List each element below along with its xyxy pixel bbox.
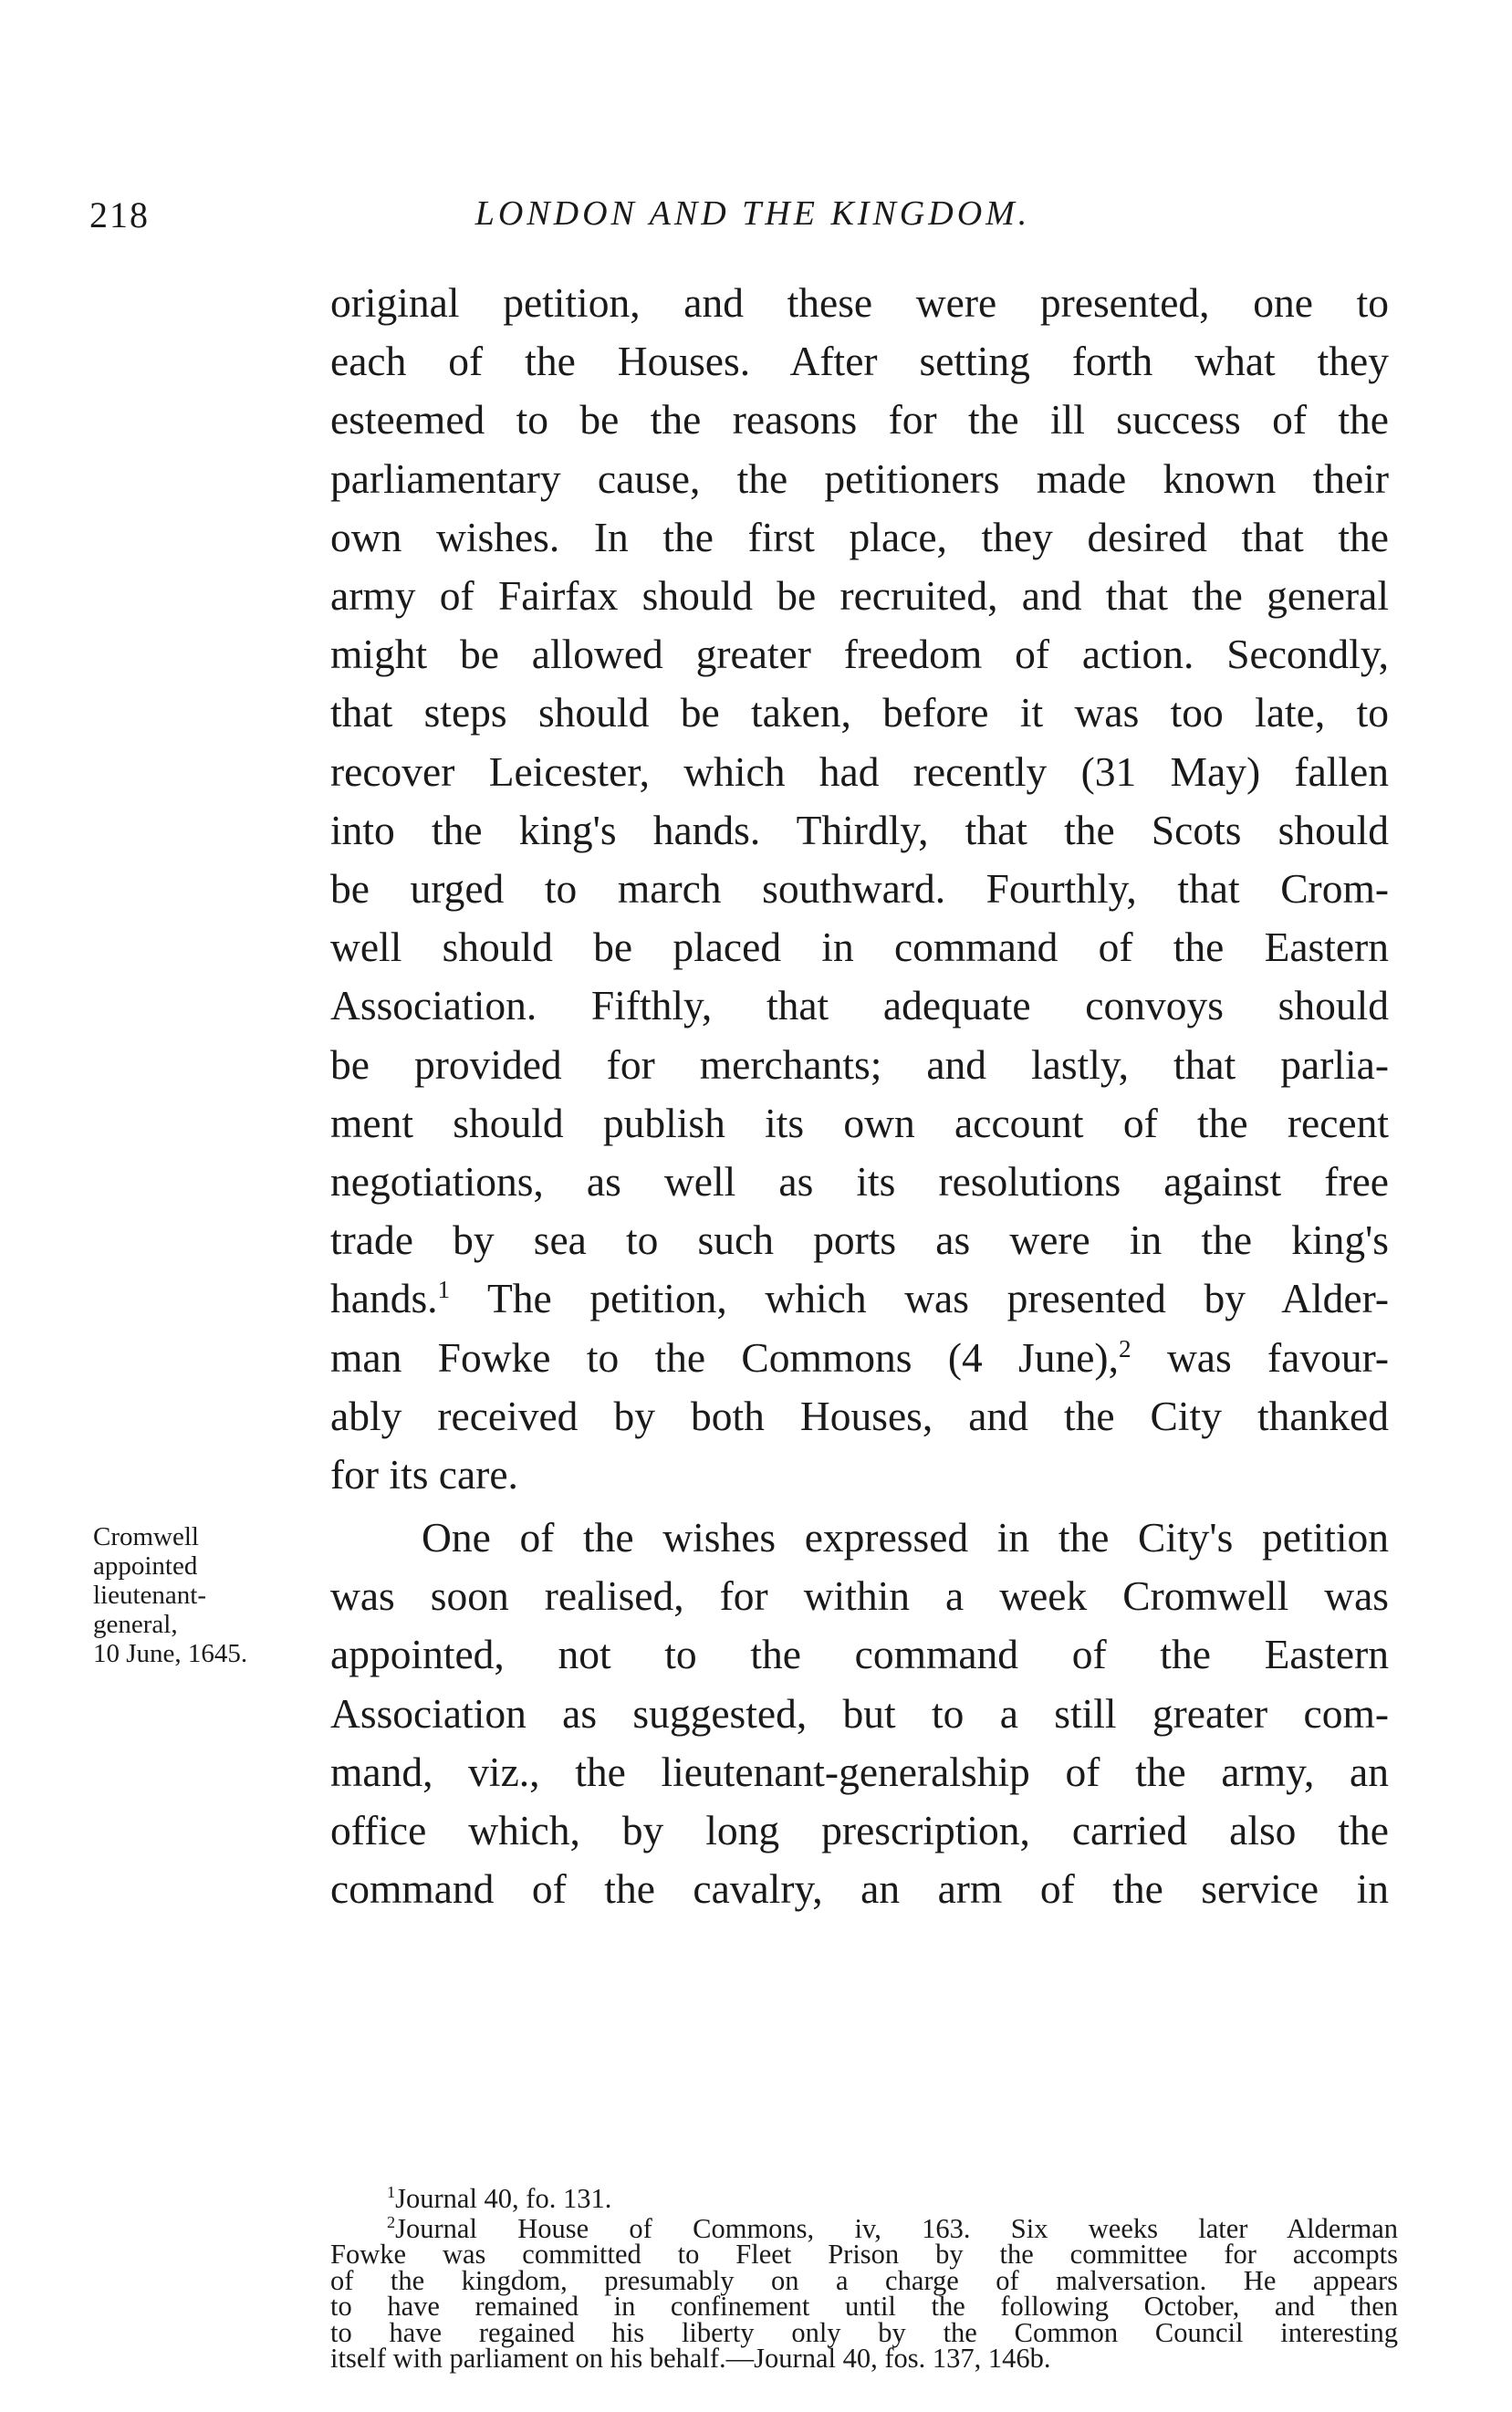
text-line xyxy=(330,1269,1389,1328)
text-line: recover Leicester, which had recently (31 May) fallen xyxy=(330,747,1389,795)
footnote-line xyxy=(330,2212,1398,2244)
text-line: Association. Fifthly, that adequate convoys should xyxy=(330,982,1389,1029)
text-line: trade by sea to such ports as were in the king's xyxy=(330,1216,1389,1264)
footnote-line: itself with parliament on his behalf.—Journal 40, fos. 137, 146b. xyxy=(330,2343,1051,2374)
margin-note xyxy=(93,1522,321,1668)
text-line: negotiations, as well as its resolutions against free xyxy=(330,1158,1389,1206)
text-line: own wishes. In the first place, they desired that the xyxy=(330,513,1389,560)
running-title: LONDON AND THE KINGDOM. xyxy=(474,194,1031,233)
footnote-text: Journal 40, fo. 131. xyxy=(395,2183,612,2214)
footnotes xyxy=(330,2182,1398,2375)
text-line: into the king's hands. Thirdly, that the Scots should xyxy=(330,806,1389,853)
text-line: be provided for merchants; and lastly, that parlia- xyxy=(330,1040,1389,1088)
footnote-line: to have regained his liberty only by the Common Council interesting xyxy=(330,2316,1398,2348)
footnote-line: of the kingdom, presumably on a charge of malversation. He appears xyxy=(330,2264,1398,2296)
body-paragraph-1 xyxy=(330,274,1389,1504)
text-line: office which, by long prescription, carried also the xyxy=(330,1807,1389,1854)
text-line: One of the wishes expressed in the City's petition xyxy=(422,1514,1389,1561)
text-line: might be allowed greater freedom of action. Secondly, xyxy=(330,631,1389,678)
body-paragraph-2 xyxy=(330,1509,1389,1918)
text-line: each of the Houses. After setting forth what they xyxy=(330,338,1389,385)
footnote-line: to have remained in confinement until the following October, and then xyxy=(330,2291,1398,2322)
text-line: Association as suggested, but to a still greater com- xyxy=(330,1689,1389,1737)
text-line: for its care. xyxy=(330,1451,518,1498)
footnote-line xyxy=(330,2182,1398,2214)
text-line: command of the cavalry, an arm of the service in xyxy=(330,1865,1389,1913)
footnote-1 xyxy=(330,2182,1398,2214)
text-segment: was favour- xyxy=(1166,1333,1389,1381)
footnote-marker: 2 xyxy=(387,2212,396,2231)
text-segment: hands. xyxy=(330,1275,438,1322)
text-line: ably received by both Houses, and the City thanked xyxy=(330,1392,1389,1439)
text-line: army of Fairfax should be recruited, and that the general xyxy=(330,572,1389,620)
text-line: ment should publish its own account of the recent xyxy=(330,1099,1389,1146)
text-line: well should be placed in command of the Eastern xyxy=(330,924,1389,971)
text-line: parliamentary cause, the petitioners made known their xyxy=(330,454,1389,502)
text-line xyxy=(330,1329,1389,1387)
footnote-2 xyxy=(330,2212,1398,2374)
text-line: appointed, not to the command of the Eastern xyxy=(330,1631,1389,1678)
footnote-ref-1[interactable]: 1 xyxy=(437,1276,451,1304)
text-line: that steps should be taken, before it was too late, to xyxy=(330,689,1389,736)
text-line: was soon realised, for within a week Cromwell was xyxy=(330,1572,1389,1620)
margin-note-line: general, xyxy=(93,1610,178,1639)
footnote-line: Fowke was committed to Fleet Prison by the committee for accompts xyxy=(330,2239,1398,2270)
margin-note-line: 10 June, 1645. xyxy=(93,1639,248,1668)
page-number: 218 xyxy=(89,194,150,235)
margin-note-line: Cromwell xyxy=(93,1522,199,1551)
margin-note-line: lieutenant- xyxy=(93,1581,207,1610)
footnote-ref-2[interactable]: 2 xyxy=(1118,1334,1131,1363)
text-segment: The petition, which was presented by Alder- xyxy=(487,1275,1389,1322)
footnote-marker: 1 xyxy=(387,2182,396,2201)
margin-note-line: appointed xyxy=(93,1551,198,1581)
text-line: esteemed to be the reasons for the ill success of the xyxy=(330,396,1389,444)
text-line: mand, viz., the lieutenant-generalship of the army, an xyxy=(330,1748,1389,1795)
text-segment: man Fowke to the Commons (4 June), xyxy=(330,1333,1119,1381)
text-line: be urged to march southward. Fourthly, that Crom- xyxy=(330,865,1389,913)
footnote-text: Journal House of Commons, iv, 163. Six weeks later Alderman xyxy=(395,2212,1398,2244)
text-line: original petition, and these were presented, one to xyxy=(330,279,1389,326)
